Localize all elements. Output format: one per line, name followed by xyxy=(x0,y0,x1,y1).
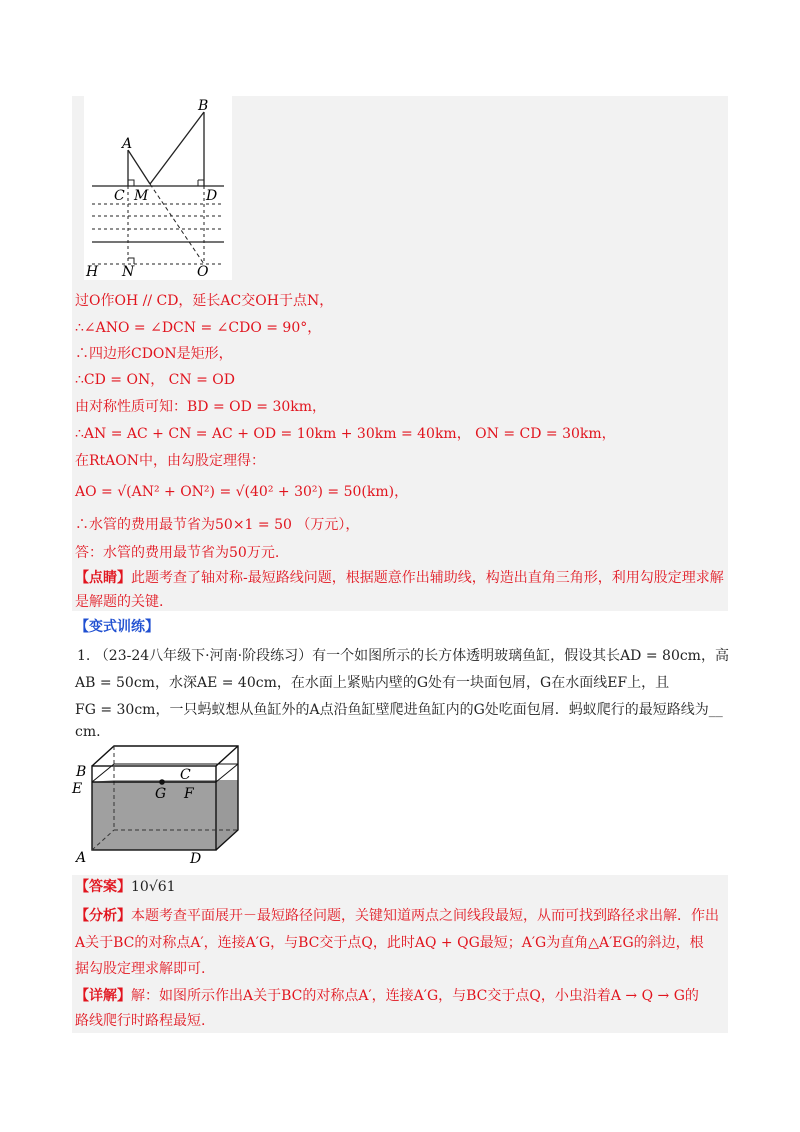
analysis-line-1 xyxy=(75,906,719,926)
solution-line-6: ∴AN = AC + CN = AC + OD = 10km + 30km = 40km， ON = CD = 30km， xyxy=(75,426,616,442)
answer-line xyxy=(75,877,176,897)
solution-line-4: ∴CD = ON， CN = OD xyxy=(75,372,235,388)
label-G: G xyxy=(155,786,167,802)
solution-line-10: 答：水管的费用最节省为50万元. xyxy=(75,545,280,561)
analysis-line-2: A关于BC的对称点A′，连接A′G，与BC交于点Q，此时AQ + QG最短；A′G为直角△A′EG的斜边，根 xyxy=(75,935,704,951)
analysis-text-1: 本题考查平面展开－最短路径问题，关键知道两点之间线段最短，从而可找到路径求出解．作出 xyxy=(131,908,719,924)
detail-tag: 【详解】 xyxy=(75,988,131,1004)
comment-line-1 xyxy=(75,568,724,588)
label-O: O xyxy=(197,264,209,280)
label-N: N xyxy=(122,264,135,280)
label-E: E xyxy=(72,781,83,797)
label-H: H xyxy=(86,264,99,280)
label-M: M xyxy=(134,188,149,204)
detail-line-1 xyxy=(75,986,699,1006)
problem-line-2: AB = 50cm，水深AE = 40cm，在水面上紧贴内壁的G处有一块面包屑，G在水面线EF上，且 xyxy=(75,675,670,691)
comment-text-1: 此题考查了轴对称-最短路线问题，根据题意作出辅助线，构造出直角三角形，利用勾股定理求解 xyxy=(131,570,724,586)
answer-block-bg xyxy=(72,875,728,1033)
label-F: F xyxy=(184,786,194,802)
answer-tag: 【答案】 xyxy=(75,879,131,895)
solution-line-7: 在RtAON中，由勾股定理得： xyxy=(75,453,266,469)
figure-fish-tank xyxy=(70,742,250,868)
solution-line-5: 由对称性质可知：BD = OD = 30km， xyxy=(75,399,327,415)
label-B: B xyxy=(198,98,209,114)
label-A: A xyxy=(122,136,133,152)
label-A: A xyxy=(76,850,87,866)
label-D: D xyxy=(190,851,202,867)
label-D: D xyxy=(206,188,218,204)
comment-line-2: 是解题的关键. xyxy=(75,594,164,610)
analysis-line-3: 据勾股定理求解即可. xyxy=(75,961,206,977)
label-B: B xyxy=(76,764,87,780)
variant-heading: 【变式训练】 xyxy=(75,619,159,635)
analysis-tag: 【分析】 xyxy=(75,908,131,924)
label-C: C xyxy=(114,188,125,204)
figure-pipeline-diagram xyxy=(84,96,232,280)
solution-line-3: ∴四边形CDON是矩形， xyxy=(75,346,233,362)
solution-line-8: AO = √(AN² + ON²) = √(40² + 30²) = 50(km)， xyxy=(75,484,409,500)
problem-line-4: cm. xyxy=(75,724,101,740)
comment-tag: 【点睛】 xyxy=(75,570,131,586)
solution-line-1: 过O作OH // CD，延长AC交OH于点N， xyxy=(75,293,334,309)
answer-value: 10√61 xyxy=(131,879,176,895)
detail-text-1: 解：如图所示作出A关于BC的对称点A′，连接A′G，与BC交于点Q，小虫沿着A → Q → G的 xyxy=(131,988,699,1004)
problem-line-3: FG = 30cm，一只蚂蚁想从鱼缸外的A点沿鱼缸壁爬进鱼缸内的G处吃面包屑．蚂蚁爬行的最短路线为__ xyxy=(75,702,723,718)
solution-line-2: ∴∠ANO = ∠DCN = ∠CDO = 90°， xyxy=(75,320,322,336)
label-C: C xyxy=(180,767,191,783)
solution-line-9: ∴水管的费用最节省为50×1 = 50 （万元）， xyxy=(75,517,360,533)
detail-line-2: 路线爬行时路程最短. xyxy=(75,1013,206,1029)
problem-line-1: 1. （23-24八年级下·河南·阶段练习）有一个如图所示的长方体透明玻璃鱼缸，假设其长AD = 80cm，高 xyxy=(77,648,729,664)
